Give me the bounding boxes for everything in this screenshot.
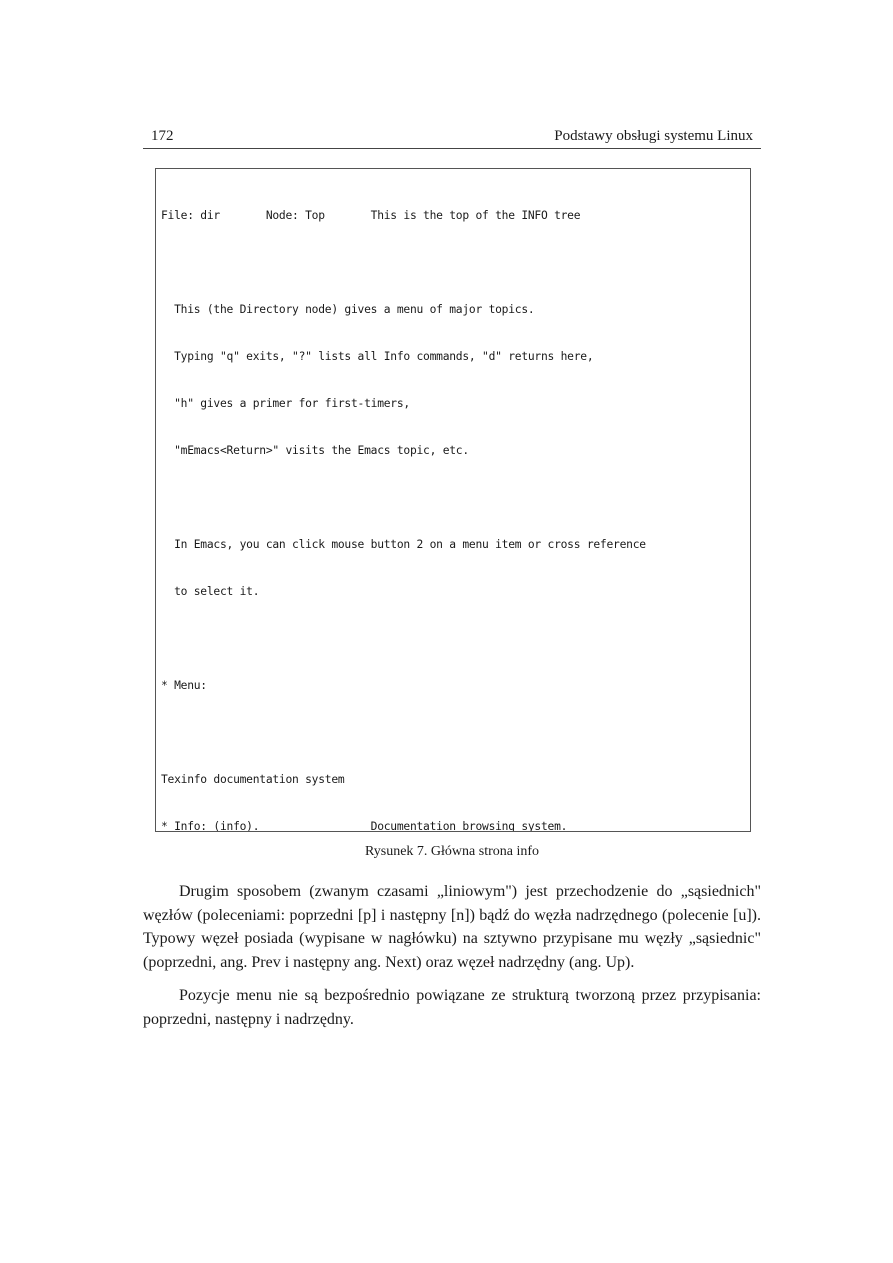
running-heading: Podstawy obsługi systemu Linux	[554, 128, 753, 144]
terminal-line	[161, 725, 746, 741]
terminal-line	[161, 490, 746, 506]
terminal-text	[161, 177, 746, 832]
terminal-line: "mEmacs<Return>" visits the Emacs topic, etc.	[161, 444, 469, 458]
info-terminal-screenshot	[155, 168, 751, 832]
terminal-line	[161, 255, 746, 271]
body-text	[143, 880, 761, 1041]
terminal-line: In Emacs, you can click mouse button 2 on a menu item or cross reference	[161, 537, 646, 551]
terminal-line: "h" gives a primer for first-timers,	[161, 397, 410, 411]
terminal-line	[161, 631, 746, 647]
terminal-line: * Menu:	[161, 678, 207, 692]
terminal-line: to select it.	[161, 584, 260, 598]
terminal-line: File: dir Node: Top This is the top of the INFO tree	[161, 209, 581, 223]
terminal-line: This (the Directory node) gives a menu of major topics.	[161, 303, 535, 317]
figure-caption: Rysunek 7. Główna strona info	[364, 844, 540, 859]
page-number: 172	[151, 128, 174, 144]
terminal-line: Typing "q" exits, "?" lists all Info commands, "d" returns here,	[161, 350, 594, 364]
page-header	[143, 124, 761, 149]
terminal-line: Texinfo documentation system	[161, 772, 345, 786]
paragraph: Drugim sposobem (zwanym czasami „liniowym") jest przechodzenie do „sąsiednich" węzłów (poleceniami: poprzedni [p] i następny [n]) bądź do węzła nadrzędnego (polecenie [u]). Typowy węzeł posiada (wypisane w nagłówku) na sztywno przypisane mu węzły „sąsiednic" (poprzedni, ang. Prev i następny ang. Next) oraz węzeł nadrzędny (ang. Up).	[143, 883, 761, 971]
menu-item-info[interactable]: * Info: (info). Documentation browsing system.	[161, 819, 568, 832]
paragraph: Pozycje menu nie są bezpośrednio powiązane ze strukturą tworzoną przez przypisania: poprzedni, następny i nadrzędny.	[143, 987, 761, 1028]
